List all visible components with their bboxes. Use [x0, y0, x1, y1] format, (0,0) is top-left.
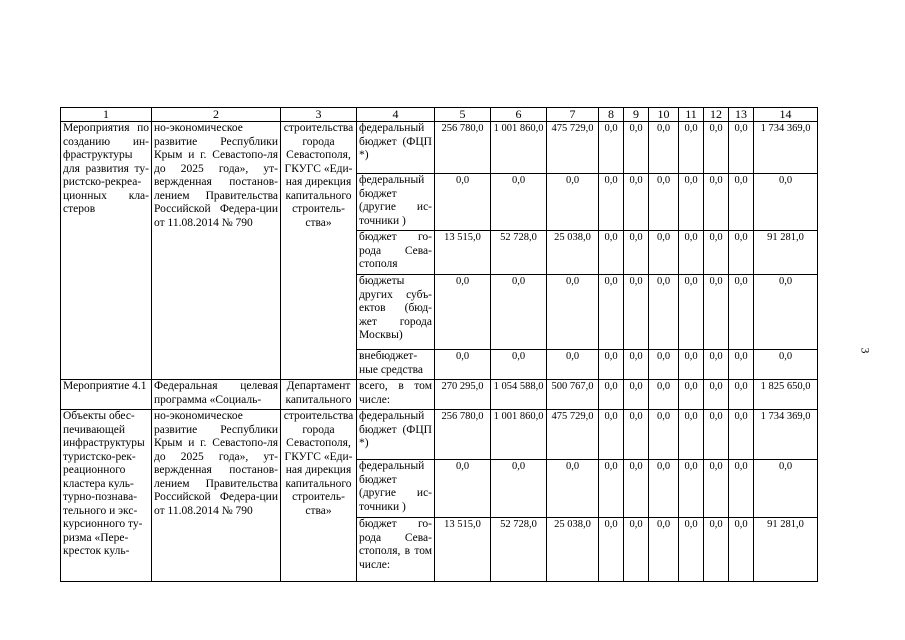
funding-source-cell: всего, в том числе: [357, 380, 435, 410]
funding-source-cell: федеральный бюджет (ФЦП *) [357, 122, 435, 174]
value-cell: 1 054 588,0 [491, 380, 547, 410]
value-cell: 25 038,0 [547, 518, 599, 582]
value-cell: 0,0 [704, 518, 729, 582]
measure-name-cell: Мероприятия по созданию ин-фраструктуры для развития ту-ристско-рекреа-ционных кла-стеров [61, 122, 152, 380]
value-cell: 13 515,0 [435, 231, 491, 275]
value-cell: 0,0 [624, 174, 649, 231]
value-cell: 0,0 [649, 410, 679, 460]
value-cell: 475 729,0 [547, 410, 599, 460]
value-cell: 0,0 [547, 350, 599, 380]
header-cell: 7 [547, 108, 599, 122]
value-cell: 0,0 [729, 174, 754, 231]
value-cell: 256 780,0 [435, 410, 491, 460]
value-cell: 0,0 [679, 174, 704, 231]
header-cell: 6 [491, 108, 547, 122]
value-cell: 0,0 [649, 275, 679, 350]
header-row [61, 108, 818, 122]
value-cell: 0,0 [624, 122, 649, 174]
header-cell: 1 [61, 108, 152, 122]
value-cell: 0,0 [649, 174, 679, 231]
value-cell: 0,0 [599, 350, 624, 380]
value-cell: 0,0 [679, 518, 704, 582]
value-cell: 0,0 [624, 460, 649, 518]
value-cell: 0,0 [599, 275, 624, 350]
value-cell: 0,0 [491, 174, 547, 231]
header-cell: 13 [729, 108, 754, 122]
value-cell: 0,0 [547, 174, 599, 231]
value-cell: 52 728,0 [491, 231, 547, 275]
executor-cell: строительства города Севастополя, ГКУГС «Еди-ная дирекция капитального строитель-ства» [281, 410, 357, 582]
value-cell: 0,0 [679, 460, 704, 518]
funding-source-cell: бюджеты других субъ-ектов (бюд-жет города Москвы) [357, 275, 435, 350]
value-cell: 0,0 [754, 350, 818, 380]
value-cell: 0,0 [649, 380, 679, 410]
header-cell: 5 [435, 108, 491, 122]
header-cell: 12 [704, 108, 729, 122]
value-cell: 0,0 [729, 410, 754, 460]
value-cell: 0,0 [491, 350, 547, 380]
value-cell: 0,0 [491, 460, 547, 518]
funding-source-cell: бюджет го-рода Сева-стополя [357, 231, 435, 275]
value-cell: 0,0 [649, 518, 679, 582]
value-cell: 0,0 [754, 460, 818, 518]
value-cell: 0,0 [599, 122, 624, 174]
value-cell: 1 001 860,0 [491, 122, 547, 174]
value-cell: 0,0 [624, 380, 649, 410]
header-cell: 8 [599, 108, 624, 122]
executor-cell: Департамент капитального [281, 380, 357, 410]
value-cell: 1 001 860,0 [491, 410, 547, 460]
value-cell: 0,0 [435, 460, 491, 518]
program-cell: но-экономическое развитие Республики Крым и г. Севастопо-ля до 2025 года», ут-вержденная постанов-лением Правительства Российской Федера-ции от 11.08.2014 № 790 [152, 410, 281, 582]
value-cell: 0,0 [599, 174, 624, 231]
value-cell: 475 729,0 [547, 122, 599, 174]
value-cell: 0,0 [679, 410, 704, 460]
value-cell: 0,0 [679, 275, 704, 350]
executor-cell: строительства города Севастополя, ГКУГС «Еди-ная дирекция капитального строитель-ства» [281, 122, 357, 380]
value-cell: 0,0 [624, 231, 649, 275]
value-cell: 1 734 369,0 [754, 410, 818, 460]
funding-source-cell: федеральный бюджет (ФЦП *) [357, 410, 435, 460]
table-row [61, 122, 818, 174]
value-cell: 0,0 [624, 410, 649, 460]
value-cell: 0,0 [729, 275, 754, 350]
value-cell: 0,0 [599, 380, 624, 410]
value-cell: 0,0 [649, 122, 679, 174]
header-cell: 14 [754, 108, 818, 122]
value-cell: 0,0 [599, 231, 624, 275]
value-cell: 0,0 [649, 460, 679, 518]
value-cell: 0,0 [729, 460, 754, 518]
value-cell: 0,0 [704, 350, 729, 380]
header-cell: 9 [624, 108, 649, 122]
value-cell: 91 281,0 [754, 518, 818, 582]
value-cell: 91 281,0 [754, 231, 818, 275]
header-cell: 10 [649, 108, 679, 122]
value-cell: 0,0 [729, 122, 754, 174]
header-cell: 2 [152, 108, 281, 122]
value-cell: 0,0 [679, 231, 704, 275]
value-cell: 0,0 [624, 275, 649, 350]
budget-table [60, 107, 818, 582]
value-cell: 13 515,0 [435, 518, 491, 582]
measure-name-cell: Мероприятие 4.1 [61, 380, 152, 410]
value-cell: 0,0 [547, 460, 599, 518]
value-cell: 0,0 [435, 174, 491, 231]
value-cell: 0,0 [704, 275, 729, 350]
value-cell: 0,0 [435, 350, 491, 380]
value-cell: 0,0 [729, 350, 754, 380]
table-row [61, 380, 818, 410]
value-cell: 0,0 [704, 380, 729, 410]
value-cell: 0,0 [649, 231, 679, 275]
value-cell: 0,0 [599, 460, 624, 518]
header-cell: 11 [679, 108, 704, 122]
value-cell: 0,0 [547, 275, 599, 350]
value-cell: 0,0 [754, 174, 818, 231]
value-cell: 1 825 650,0 [754, 380, 818, 410]
value-cell: 0,0 [491, 275, 547, 350]
program-cell: Федеральная целевая программа «Социаль- [152, 380, 281, 410]
value-cell: 0,0 [729, 518, 754, 582]
value-cell: 500 767,0 [547, 380, 599, 410]
value-cell: 0,0 [649, 350, 679, 380]
value-cell: 0,0 [704, 122, 729, 174]
value-cell: 256 780,0 [435, 122, 491, 174]
value-cell: 0,0 [679, 350, 704, 380]
value-cell: 0,0 [729, 380, 754, 410]
value-cell: 0,0 [624, 518, 649, 582]
value-cell: 0,0 [435, 275, 491, 350]
funding-source-cell: бюджет го-рода Сева-стополя, в том числе: [357, 518, 435, 582]
value-cell: 0,0 [704, 410, 729, 460]
value-cell: 0,0 [704, 231, 729, 275]
header-cell: 3 [281, 108, 357, 122]
value-cell: 1 734 369,0 [754, 122, 818, 174]
value-cell: 0,0 [704, 174, 729, 231]
header-cell: 4 [357, 108, 435, 122]
value-cell: 0,0 [729, 231, 754, 275]
value-cell: 0,0 [599, 410, 624, 460]
value-cell: 52 728,0 [491, 518, 547, 582]
value-cell: 0,0 [624, 350, 649, 380]
table-row [61, 410, 818, 460]
funding-source-cell: федеральный бюджет (другие ис-точники ) [357, 174, 435, 231]
page-number: 3 [858, 347, 873, 354]
value-cell: 0,0 [679, 380, 704, 410]
value-cell: 25 038,0 [547, 231, 599, 275]
value-cell: 0,0 [599, 518, 624, 582]
value-cell: 0,0 [754, 275, 818, 350]
value-cell: 270 295,0 [435, 380, 491, 410]
value-cell: 0,0 [679, 122, 704, 174]
value-cell: 0,0 [704, 460, 729, 518]
funding-source-cell: федеральный бюджет (другие ис-точники ) [357, 460, 435, 518]
measure-name-cell: Объекты обес-печивающей инфраструктуры туристско-рек-реационного кластера куль-турно-познава-тельного и экс-курсионного ту-ризма «Пере-кресток куль- [61, 410, 152, 582]
funding-source-cell: внебюджет-ные средства [357, 350, 435, 380]
program-cell: но-экономическое развитие Республики Крым и г. Севастопо-ля до 2025 года», ут-вержденная постанов-лением Правительства Российской Федера-ции от 11.08.2014 № 790 [152, 122, 281, 380]
